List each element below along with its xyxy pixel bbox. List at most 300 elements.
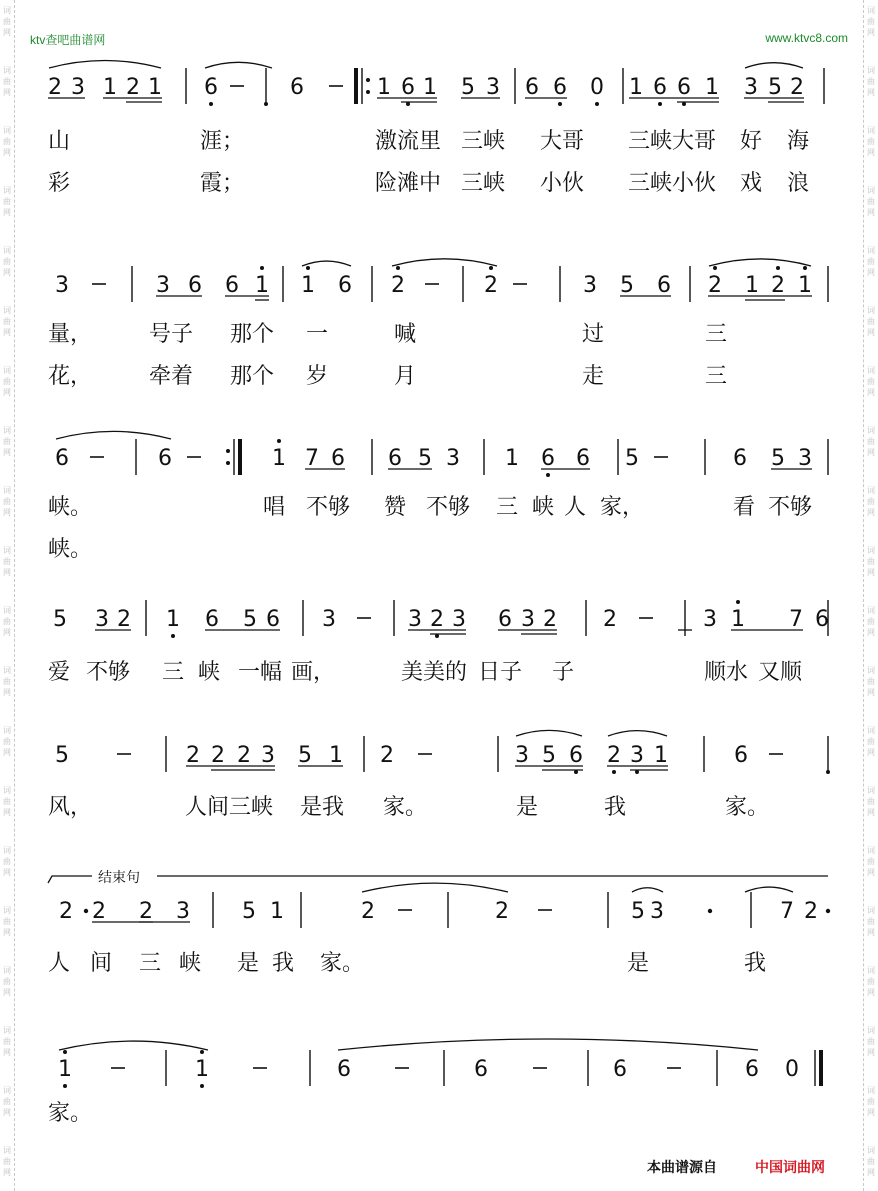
watermark-char: 曲 xyxy=(867,197,875,206)
watermark-char: 曲 xyxy=(3,857,11,866)
lyric-word: 牵着 xyxy=(149,364,194,389)
note: 3 xyxy=(703,607,717,632)
watermark-char: 网 xyxy=(867,1168,875,1177)
note: 2 xyxy=(484,273,498,298)
note: 6 xyxy=(205,607,219,632)
octave-dot xyxy=(736,600,740,604)
watermark-char: 词 xyxy=(3,246,11,255)
lyric-word: 又顺 xyxy=(758,660,803,685)
watermark-char: 词 xyxy=(867,126,875,135)
slur xyxy=(302,261,351,266)
watermark-char: 曲 xyxy=(867,497,875,506)
watermark-char: 词 xyxy=(867,486,875,495)
note: 6 xyxy=(266,607,280,632)
watermark-char: 曲 xyxy=(3,917,11,926)
octave-dot xyxy=(713,266,717,270)
note: 2 xyxy=(237,743,251,768)
watermark-char: 网 xyxy=(867,28,875,37)
lyric-word: 峡 xyxy=(179,951,202,976)
watermark-char: 词 xyxy=(867,426,875,435)
note: 2 xyxy=(380,743,394,768)
watermark-char: 词 xyxy=(867,246,875,255)
watermark-char: 词 xyxy=(867,546,875,555)
slur xyxy=(516,730,582,736)
lyric-word: 过 xyxy=(582,322,605,347)
lyric-word: 大哥 xyxy=(540,129,585,154)
note: 1 xyxy=(301,273,315,298)
watermark-char: 曲 xyxy=(867,1157,875,1166)
note: 1 xyxy=(272,446,286,471)
lyric-word: 三峡大哥 xyxy=(628,129,717,154)
watermark-char: 曲 xyxy=(867,677,875,686)
watermark-char: 曲 xyxy=(867,977,875,986)
watermark-char: 网 xyxy=(867,1108,875,1117)
note: 5 xyxy=(771,446,785,471)
watermark-char: 曲 xyxy=(3,1037,11,1046)
watermark-char: 网 xyxy=(3,808,11,817)
note: 5 xyxy=(298,743,312,768)
watermark-char: 词 xyxy=(3,606,11,615)
repeat-dot xyxy=(366,78,370,82)
watermark-char: 曲 xyxy=(867,257,875,266)
lyric-word: 家。 xyxy=(383,795,428,820)
lyric-word: 子 xyxy=(552,660,575,685)
watermark-char: 曲 xyxy=(867,437,875,446)
watermark-char: 曲 xyxy=(867,797,875,806)
note: 5 xyxy=(768,75,782,100)
watermark-char: 曲 xyxy=(867,1037,875,1046)
watermark-char: 词 xyxy=(867,606,875,615)
lyric-word: 间 xyxy=(90,951,113,976)
watermark-char: 曲 xyxy=(867,1097,875,1106)
note: 5 xyxy=(53,607,67,632)
watermark-char: 网 xyxy=(3,208,11,217)
watermark-char: 网 xyxy=(867,628,875,637)
slur xyxy=(392,259,497,266)
lyric-word: 美美的 xyxy=(401,660,468,685)
watermark-char: 词 xyxy=(3,666,11,675)
octave-dot xyxy=(277,439,281,443)
lyric-word: 三 xyxy=(162,660,185,685)
note: 2 xyxy=(211,743,225,768)
watermark-char: 词 xyxy=(867,1086,875,1095)
watermark-char: 曲 xyxy=(3,1097,11,1106)
lyric-word: 是 xyxy=(237,951,260,976)
watermark-char: 词 xyxy=(3,1146,11,1155)
note: 3 xyxy=(744,75,758,100)
note: 1 xyxy=(329,743,343,768)
watermark-char: 网 xyxy=(3,448,11,457)
watermark-char: 网 xyxy=(3,928,11,937)
watermark-char: 网 xyxy=(867,808,875,817)
lyric-word: 那个 xyxy=(230,322,275,347)
octave-dot xyxy=(803,266,807,270)
slur xyxy=(338,1039,758,1050)
lyric-word: 家。 xyxy=(320,951,365,976)
note: 5 xyxy=(625,446,639,471)
lyric-word: 人间三峡 xyxy=(185,795,274,820)
note: 6 xyxy=(613,1057,627,1082)
watermark-char: 网 xyxy=(867,388,875,397)
note: 6 xyxy=(290,75,304,100)
lyric-word: 风， xyxy=(48,795,93,820)
lyric-word: 家， xyxy=(600,495,645,520)
repeat-dot xyxy=(226,449,230,453)
note: 1 xyxy=(705,75,719,100)
watermark-char: 网 xyxy=(3,148,11,157)
augmentation-dot xyxy=(84,909,88,913)
note: 5 xyxy=(418,446,432,471)
watermark-char: 曲 xyxy=(867,377,875,386)
note: 6 xyxy=(55,446,69,471)
watermark-char: 词 xyxy=(867,666,875,675)
watermark-char: 网 xyxy=(3,268,11,277)
watermark-char: 词 xyxy=(3,306,11,315)
note: 6 xyxy=(158,446,172,471)
repeat-dot xyxy=(226,461,230,465)
note: 5 xyxy=(243,607,257,632)
slur xyxy=(745,887,793,892)
watermark-char: 网 xyxy=(3,568,11,577)
note: 5 xyxy=(55,743,69,768)
watermark-char: 曲 xyxy=(867,737,875,746)
watermark-char: 网 xyxy=(3,688,11,697)
watermark-char: 词 xyxy=(3,726,11,735)
lyric-word: 峡 xyxy=(532,495,555,520)
note: 6 xyxy=(815,607,829,632)
octave-dot xyxy=(200,1084,204,1088)
note: 6 xyxy=(745,1057,759,1082)
watermark-char: 网 xyxy=(3,1168,11,1177)
lyric-word: 人 xyxy=(48,951,71,976)
note: 7 xyxy=(305,446,319,471)
watermark-char: 曲 xyxy=(3,197,11,206)
watermark-char: 曲 xyxy=(867,137,875,146)
site-url-right: www.ktvc8.com xyxy=(765,31,848,45)
note: 6 xyxy=(338,273,352,298)
note: 2 xyxy=(771,273,785,298)
lyric-word: 顺水 xyxy=(704,660,749,685)
slur xyxy=(632,888,663,892)
octave-dot xyxy=(200,1050,204,1054)
watermark-char: 网 xyxy=(867,928,875,937)
watermark-char: 曲 xyxy=(867,77,875,86)
note: 5 xyxy=(461,75,475,100)
lyric-word: 号子 xyxy=(149,322,194,347)
watermark-char: 词 xyxy=(867,906,875,915)
lyric-word: 花， xyxy=(48,364,93,389)
watermark-char: 网 xyxy=(3,748,11,757)
octave-dot xyxy=(826,770,830,774)
watermark-char: 词 xyxy=(3,966,11,975)
lyric-word: 家。 xyxy=(48,1101,93,1126)
note: 3 xyxy=(515,743,529,768)
note: 1 xyxy=(798,273,812,298)
note: 0 xyxy=(590,75,604,100)
lyric-word: 看 xyxy=(733,495,756,520)
note: 6 xyxy=(569,743,583,768)
note: 6 xyxy=(657,273,671,298)
note: 6 xyxy=(337,1057,351,1082)
note: 2 xyxy=(117,607,131,632)
augmentation-dot xyxy=(826,909,830,913)
note: 2 xyxy=(139,899,153,924)
lyric-word: 山 xyxy=(48,129,71,154)
note: 6 xyxy=(653,75,667,100)
lyric-word: 量， xyxy=(48,322,93,347)
note: 6 xyxy=(576,446,590,471)
lyric-word: 霞； xyxy=(200,171,245,196)
note: 1 xyxy=(423,75,437,100)
note: 2 xyxy=(48,75,62,100)
note: 1 xyxy=(629,75,643,100)
slur xyxy=(745,63,803,68)
watermark-char: 曲 xyxy=(867,857,875,866)
watermark-char: 曲 xyxy=(3,497,11,506)
lyric-word: 彩 xyxy=(48,171,71,196)
note: 3 xyxy=(583,273,597,298)
octave-dot xyxy=(63,1084,67,1088)
lyric-word: 三峡 xyxy=(461,171,506,196)
note: 2 xyxy=(708,273,722,298)
lyric-word: 是 xyxy=(627,951,650,976)
lyric-word: 三 xyxy=(705,322,728,347)
lyric-word: 不够 xyxy=(306,495,351,520)
note: 1 xyxy=(255,273,269,298)
note: 6 xyxy=(677,75,691,100)
watermark-char: 网 xyxy=(867,268,875,277)
slur xyxy=(362,883,508,892)
watermark-char: 网 xyxy=(3,628,11,637)
lyric-word: 不够 xyxy=(86,660,131,685)
lyric-word: 涯； xyxy=(200,129,245,154)
watermark-char: 词 xyxy=(3,1086,11,1095)
lyric-word: 我 xyxy=(604,795,627,820)
lyric-word: 三峡 xyxy=(461,129,506,154)
lyric-word: 月 xyxy=(394,364,417,389)
watermark-char: 曲 xyxy=(3,1157,11,1166)
note: 3 xyxy=(798,446,812,471)
watermark-char: 曲 xyxy=(3,437,11,446)
watermark-char: 词 xyxy=(867,846,875,855)
watermark-char: 网 xyxy=(867,328,875,337)
note: 3 xyxy=(446,446,460,471)
watermark-char: 词 xyxy=(3,126,11,135)
note: 1 xyxy=(270,899,284,924)
note: 1 xyxy=(103,75,117,100)
note: 1 xyxy=(58,1057,72,1082)
slur xyxy=(49,61,161,68)
note: 3 xyxy=(95,607,109,632)
lyric-word: 唱 xyxy=(263,495,286,520)
note: 2 xyxy=(361,899,375,924)
watermark-char: 曲 xyxy=(867,917,875,926)
lyric-word: 浪 xyxy=(787,171,810,196)
watermark-char: 词 xyxy=(3,66,11,75)
watermark-char: 曲 xyxy=(3,557,11,566)
watermark-char: 词 xyxy=(3,546,11,555)
note: 1 xyxy=(377,75,391,100)
watermark-char: 词 xyxy=(3,1026,11,1035)
note: 1 xyxy=(505,446,519,471)
watermark-char: 词 xyxy=(867,186,875,195)
lyric-word: 岁 xyxy=(306,364,329,389)
lyric-word: 峡。 xyxy=(48,495,93,520)
coda-bracket xyxy=(48,876,92,883)
note: 2 xyxy=(804,899,818,924)
lyric-word: 是 xyxy=(516,795,539,820)
lyric-word: 戏 xyxy=(740,171,763,196)
octave-dot xyxy=(489,266,493,270)
watermark-char: 网 xyxy=(3,88,11,97)
watermark-char: 网 xyxy=(867,988,875,997)
watermark-char: 网 xyxy=(867,868,875,877)
lyric-word: 三 xyxy=(705,364,728,389)
lyric-word: 喊 xyxy=(394,322,417,347)
watermark-char: 曲 xyxy=(3,977,11,986)
lyric-word: 家。 xyxy=(725,795,770,820)
note: 6 xyxy=(474,1057,488,1082)
slur xyxy=(205,62,272,68)
brand-label: 中国词曲网 xyxy=(755,1160,825,1176)
note: 5 xyxy=(242,899,256,924)
lyric-word: 好 xyxy=(740,129,763,154)
lyric-word: 赞 xyxy=(384,495,407,520)
note: 1 xyxy=(166,607,180,632)
watermark-char: 词 xyxy=(3,186,11,195)
lyric-word: 海 xyxy=(787,129,810,154)
watermark-char: 曲 xyxy=(3,377,11,386)
watermark-char: 网 xyxy=(3,388,11,397)
watermark-char: 词 xyxy=(3,426,11,435)
note: 6 xyxy=(388,446,402,471)
octave-dot xyxy=(260,266,264,270)
watermark-char: 曲 xyxy=(3,77,11,86)
note: 5 xyxy=(620,273,634,298)
octave-dot xyxy=(209,102,213,106)
site-name-left: ktv查吧曲谱网 xyxy=(30,33,106,47)
lyric-word: 不够 xyxy=(768,495,813,520)
note: 6 xyxy=(498,607,512,632)
note: 6 xyxy=(331,446,345,471)
note: 2 xyxy=(603,607,617,632)
note: 6 xyxy=(525,75,539,100)
note: 6 xyxy=(553,75,567,100)
watermark-char: 网 xyxy=(867,508,875,517)
watermark-char: 词 xyxy=(867,306,875,315)
watermark-char: 词 xyxy=(3,366,11,375)
repeat-dot xyxy=(366,90,370,94)
lyric-word: 画， xyxy=(291,660,336,685)
lyric-word: 三峡小伙 xyxy=(628,171,717,196)
note: 0 xyxy=(785,1057,799,1082)
note: 1 xyxy=(745,273,759,298)
watermark-char: 曲 xyxy=(3,737,11,746)
note: 2 xyxy=(186,743,200,768)
octave-dot xyxy=(306,266,310,270)
note: 6 xyxy=(225,273,239,298)
watermark-char: 词 xyxy=(867,966,875,975)
lyric-word: 我 xyxy=(272,951,295,976)
note: 6 xyxy=(733,446,747,471)
note: 2 xyxy=(391,273,405,298)
note: 1 xyxy=(148,75,162,100)
note: 6 xyxy=(541,446,555,471)
note: 2 xyxy=(495,899,509,924)
note: 5 xyxy=(631,899,645,924)
lyric-word: 走 xyxy=(582,364,605,389)
lyric-word: 峡。 xyxy=(48,537,93,562)
note: 2 xyxy=(790,75,804,100)
watermark-char: 词 xyxy=(867,6,875,15)
lyric-word: 三 xyxy=(139,951,162,976)
octave-dot xyxy=(396,266,400,270)
watermark-char: 曲 xyxy=(3,317,11,326)
note: 3 xyxy=(156,273,170,298)
lyric-word: 险滩中 xyxy=(375,171,442,196)
watermark-char: 曲 xyxy=(3,797,11,806)
watermark-char: 曲 xyxy=(3,137,11,146)
watermark-char: 网 xyxy=(3,1108,11,1117)
watermark-char: 曲 xyxy=(867,17,875,26)
augmentation-dot xyxy=(708,909,712,913)
note: 2 xyxy=(607,743,621,768)
note: 7 xyxy=(780,899,794,924)
note: 3 xyxy=(521,607,535,632)
note: 3 xyxy=(630,743,644,768)
watermark-char: 词 xyxy=(867,726,875,735)
watermark-char: 词 xyxy=(3,906,11,915)
lyric-word: 峡 xyxy=(198,660,221,685)
octave-dot xyxy=(595,102,599,106)
watermark-char: 词 xyxy=(867,66,875,75)
watermark-char: 词 xyxy=(867,366,875,375)
slur xyxy=(56,431,171,439)
note: 2 xyxy=(59,899,73,924)
lyric-word: 激流里 xyxy=(375,129,442,154)
lyric-word: 日子 xyxy=(478,660,523,685)
octave-dot xyxy=(171,634,175,638)
watermark-char: 网 xyxy=(867,148,875,157)
octave-dot xyxy=(264,102,268,106)
note: 6 xyxy=(734,743,748,768)
note: 6 xyxy=(204,75,218,100)
lyric-word: 是我 xyxy=(300,795,345,820)
note: 7 xyxy=(789,607,803,632)
note: 3 xyxy=(650,899,664,924)
lyric-word: 爱 xyxy=(48,660,71,685)
note: 2 xyxy=(543,607,557,632)
octave-dot xyxy=(558,102,562,106)
note: 3 xyxy=(408,607,422,632)
note: 1 xyxy=(731,607,745,632)
lyric-word: 一幅 xyxy=(238,660,283,685)
section-label: 结束句 xyxy=(98,870,140,886)
watermark-char: 曲 xyxy=(3,617,11,626)
note: 2 xyxy=(92,899,106,924)
octave-dot xyxy=(776,266,780,270)
watermark-char: 网 xyxy=(3,328,11,337)
octave-dot xyxy=(658,102,662,106)
watermark-char: 词 xyxy=(867,786,875,795)
watermark-char: 曲 xyxy=(867,617,875,626)
watermark-char: 词 xyxy=(3,786,11,795)
lyric-word: 不够 xyxy=(426,495,471,520)
watermark-char: 网 xyxy=(867,448,875,457)
note: 3 xyxy=(486,75,500,100)
lyric-word: 小伙 xyxy=(540,171,585,196)
watermark-char: 曲 xyxy=(3,677,11,686)
